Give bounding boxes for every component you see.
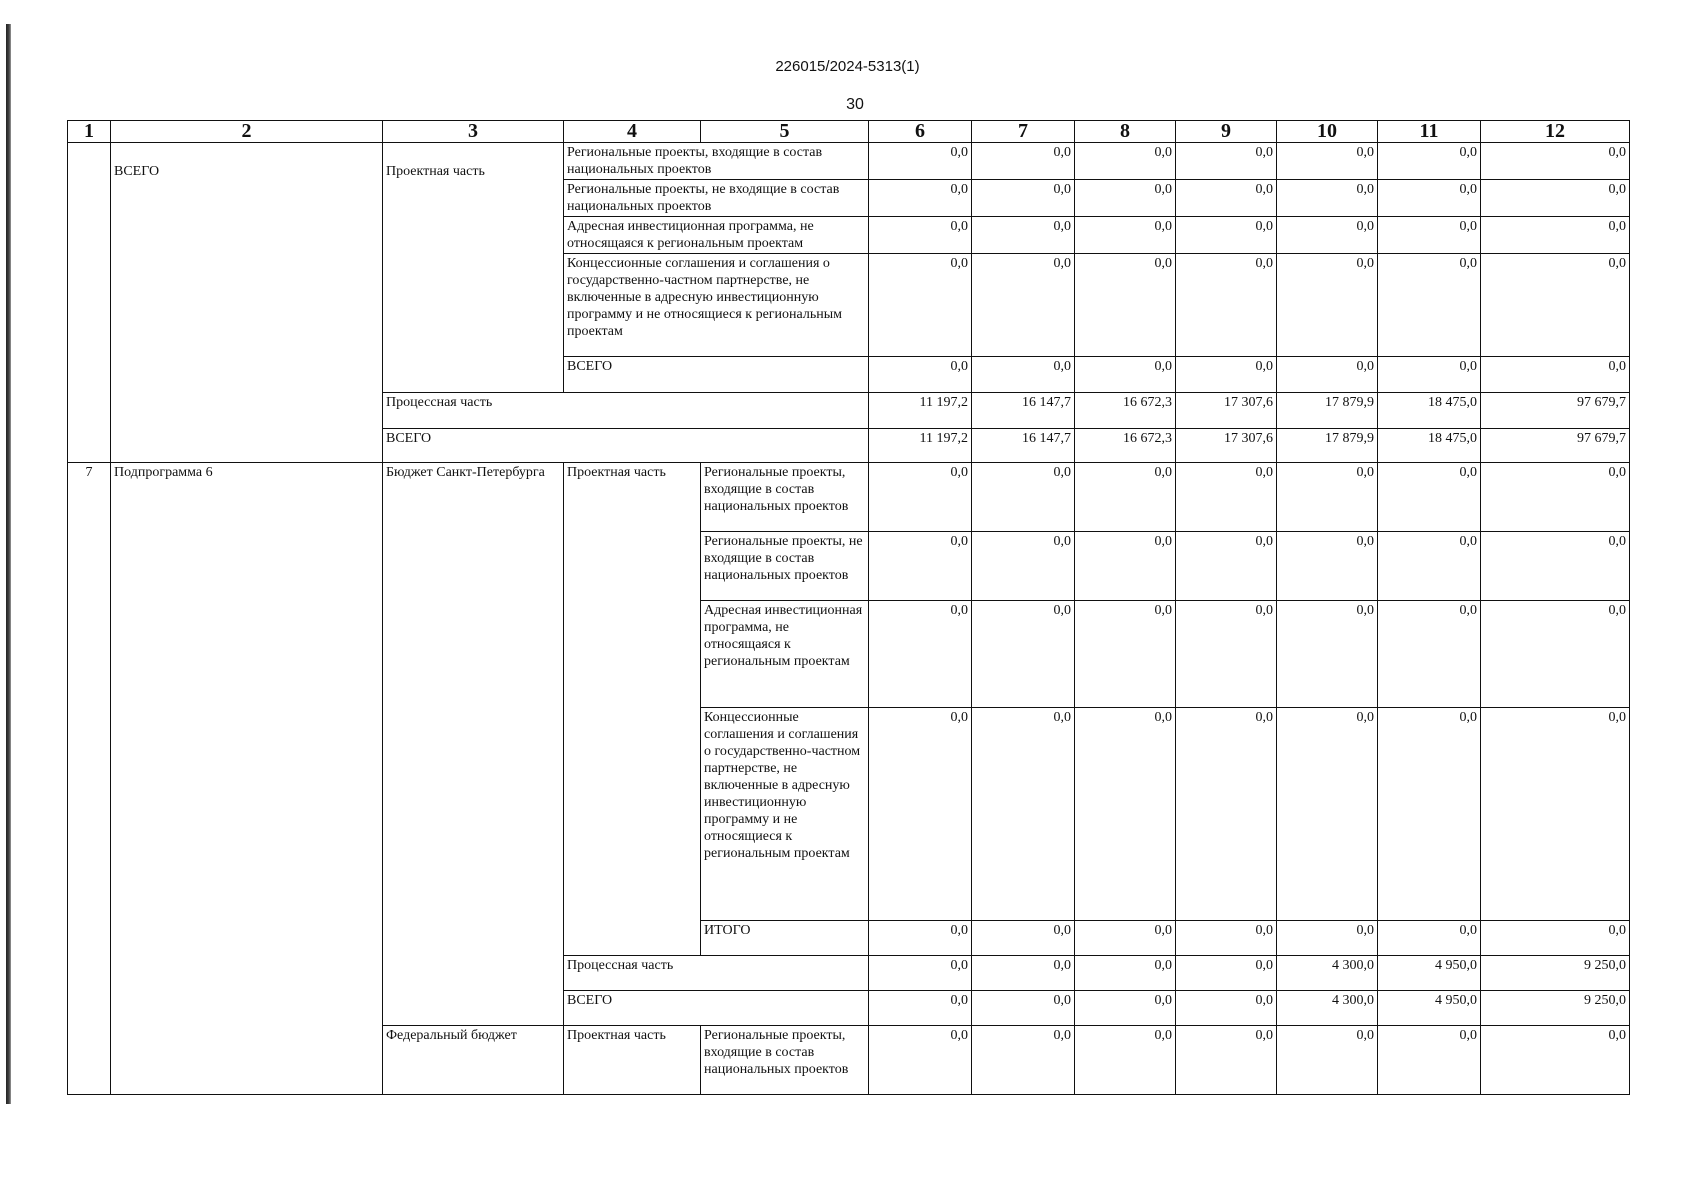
value-cell: 0,0 xyxy=(869,254,972,357)
value-cell: 0,0 xyxy=(1176,180,1277,217)
row-label: Адресная инвестиционная программа, не относящаяся к региональным проектам xyxy=(701,601,869,708)
value-cell: 4 300,0 xyxy=(1277,956,1378,991)
row-label: Региональные проекты, входящие в состав национальных проектов xyxy=(701,1026,869,1095)
table-row xyxy=(68,463,1630,532)
value-cell: 0,0 xyxy=(1481,532,1630,601)
value-cell: 4 300,0 xyxy=(1277,991,1378,1026)
page-number: 30 xyxy=(846,96,864,113)
value-cell: 0,0 xyxy=(1176,956,1277,991)
value-cell: 4 950,0 xyxy=(1378,956,1481,991)
value-cell: 0,0 xyxy=(869,532,972,601)
value-cell: 0,0 xyxy=(1277,708,1378,921)
value-cell: 0,0 xyxy=(1378,357,1481,393)
value-cell: 17 307,6 xyxy=(1176,429,1277,463)
value-cell: 0,0 xyxy=(869,1026,972,1095)
value-cell: 0,0 xyxy=(869,180,972,217)
value-cell: 0,0 xyxy=(1378,601,1481,708)
header-row xyxy=(68,121,1630,143)
row-label: Процессная часть xyxy=(383,393,869,429)
value-cell: 0,0 xyxy=(1075,1026,1176,1095)
value-cell: 0,0 xyxy=(972,532,1075,601)
value-cell: 0,0 xyxy=(972,991,1075,1026)
value-cell: 0,0 xyxy=(1481,180,1630,217)
value-cell: 0,0 xyxy=(869,357,972,393)
value-cell: 0,0 xyxy=(972,1026,1075,1095)
value-cell: 0,0 xyxy=(1378,254,1481,357)
value-cell: 0,0 xyxy=(1075,254,1176,357)
value-cell: 4 950,0 xyxy=(1378,991,1481,1026)
value-cell: 0,0 xyxy=(1378,463,1481,532)
value-cell: 0,0 xyxy=(1481,143,1630,180)
value-cell: 0,0 xyxy=(1176,357,1277,393)
value-cell: 16 672,3 xyxy=(1075,429,1176,463)
value-cell: 16 147,7 xyxy=(972,393,1075,429)
value-cell: 0,0 xyxy=(1481,254,1630,357)
row-label: ИТОГО xyxy=(701,921,869,956)
value-cell: 9 250,0 xyxy=(1481,991,1630,1026)
row-label: Региональные проекты, входящие в состав национальных проектов xyxy=(564,143,869,180)
value-cell: 0,0 xyxy=(1075,708,1176,921)
value-cell: 0,0 xyxy=(972,956,1075,991)
value-cell: 0,0 xyxy=(1481,708,1630,921)
value-cell: 0,0 xyxy=(1277,532,1378,601)
value-cell: 0,0 xyxy=(1481,463,1630,532)
budget-cell: Федеральный бюджет xyxy=(383,1026,564,1095)
value-cell: 0,0 xyxy=(1378,143,1481,180)
value-cell: 11 197,2 xyxy=(869,429,972,463)
project-part-cell: Проектная часть xyxy=(383,143,564,393)
value-cell: 0,0 xyxy=(1481,217,1630,254)
value-cell: 0,0 xyxy=(1481,357,1630,393)
value-cell: 16 672,3 xyxy=(1075,393,1176,429)
value-cell: 0,0 xyxy=(1378,1026,1481,1095)
value-cell: 0,0 xyxy=(972,217,1075,254)
value-cell: 0,0 xyxy=(869,463,972,532)
block-name-cell: Подпрограмма 6 xyxy=(111,463,383,1095)
column-header: 6 xyxy=(869,121,972,143)
value-cell: 97 679,7 xyxy=(1481,429,1630,463)
value-cell: 0,0 xyxy=(1277,1026,1378,1095)
value-cell: 0,0 xyxy=(1481,1026,1630,1095)
value-cell: 0,0 xyxy=(1075,532,1176,601)
project-part-cell: Проектная часть xyxy=(564,463,701,956)
value-cell: 0,0 xyxy=(1176,532,1277,601)
column-header: 11 xyxy=(1378,121,1481,143)
column-header: 12 xyxy=(1481,121,1630,143)
value-cell: 0,0 xyxy=(1378,708,1481,921)
value-cell: 0,0 xyxy=(869,143,972,180)
value-cell: 0,0 xyxy=(869,991,972,1026)
value-cell: 0,0 xyxy=(1277,463,1378,532)
value-cell: 0,0 xyxy=(972,180,1075,217)
value-cell: 97 679,7 xyxy=(1481,393,1630,429)
value-cell: 0,0 xyxy=(1378,921,1481,956)
value-cell: 0,0 xyxy=(1378,180,1481,217)
value-cell: 0,0 xyxy=(869,921,972,956)
value-cell: 0,0 xyxy=(1075,921,1176,956)
value-cell: 0,0 xyxy=(1481,921,1630,956)
value-cell: 0,0 xyxy=(869,708,972,921)
value-cell: 0,0 xyxy=(869,956,972,991)
value-cell: 0,0 xyxy=(1481,601,1630,708)
column-header: 5 xyxy=(701,121,869,143)
value-cell: 0,0 xyxy=(1176,463,1277,532)
row-label: Концессионные соглашения и соглашения о государственно-частном партнерстве, не включенные в адресную инвестиционную программу и не относящиеся к региональным проектам xyxy=(701,708,869,921)
row-number-cell xyxy=(68,143,111,463)
row-label: Региональные проекты, не входящие в состав национальных проектов xyxy=(701,532,869,601)
value-cell: 0,0 xyxy=(1075,463,1176,532)
value-cell: 0,0 xyxy=(972,601,1075,708)
column-header: 3 xyxy=(383,121,564,143)
value-cell: 11 197,2 xyxy=(869,393,972,429)
column-header: 1 xyxy=(68,121,111,143)
value-cell: 0,0 xyxy=(1176,143,1277,180)
value-cell: 0,0 xyxy=(1378,532,1481,601)
column-header: 9 xyxy=(1176,121,1277,143)
project-part-cell: Проектная часть xyxy=(564,1026,701,1095)
value-cell: 0,0 xyxy=(1176,708,1277,921)
value-cell: 0,0 xyxy=(1176,1026,1277,1095)
value-cell: 0,0 xyxy=(972,921,1075,956)
value-cell: 0,0 xyxy=(1277,601,1378,708)
value-cell: 9 250,0 xyxy=(1481,956,1630,991)
value-cell: 0,0 xyxy=(972,254,1075,357)
column-header: 8 xyxy=(1075,121,1176,143)
value-cell: 0,0 xyxy=(972,708,1075,921)
value-cell: 0,0 xyxy=(1075,991,1176,1026)
value-cell: 0,0 xyxy=(972,143,1075,180)
value-cell: 0,0 xyxy=(1176,254,1277,357)
value-cell: 0,0 xyxy=(972,463,1075,532)
table-row xyxy=(68,143,1630,180)
budget-cell: Бюджет Санкт-Петербурга xyxy=(383,463,564,1026)
value-cell: 0,0 xyxy=(869,601,972,708)
value-cell: 0,0 xyxy=(869,217,972,254)
scan-edge xyxy=(6,24,11,1104)
row-label: Региональные проекты, входящие в состав национальных проектов xyxy=(701,463,869,532)
row-label: ВСЕГО xyxy=(564,357,869,393)
value-cell: 0,0 xyxy=(1277,180,1378,217)
value-cell: 17 879,9 xyxy=(1277,429,1378,463)
value-cell: 0,0 xyxy=(1075,357,1176,393)
value-cell: 0,0 xyxy=(1075,601,1176,708)
row-label: Процессная часть xyxy=(564,956,869,991)
column-header: 7 xyxy=(972,121,1075,143)
value-cell: 0,0 xyxy=(972,357,1075,393)
column-header: 4 xyxy=(564,121,701,143)
value-cell: 0,0 xyxy=(1176,991,1277,1026)
row-label: ВСЕГО xyxy=(564,991,869,1026)
row-label: Концессионные соглашения и соглашения о государственно-частном партнерстве, не включенные в адресную инвестиционную программу и не относящиеся к региональным проектам xyxy=(564,254,869,357)
value-cell: 0,0 xyxy=(1075,956,1176,991)
row-number-cell: 7 xyxy=(68,463,111,1095)
value-cell: 0,0 xyxy=(1277,357,1378,393)
row-label: ВСЕГО xyxy=(383,429,869,463)
value-cell: 0,0 xyxy=(1277,143,1378,180)
column-header: 2 xyxy=(111,121,383,143)
value-cell: 0,0 xyxy=(1176,921,1277,956)
value-cell: 0,0 xyxy=(1176,601,1277,708)
budget-table xyxy=(67,120,1630,1095)
value-cell: 18 475,0 xyxy=(1378,393,1481,429)
value-cell: 0,0 xyxy=(1176,217,1277,254)
value-cell: 17 879,9 xyxy=(1277,393,1378,429)
value-cell: 0,0 xyxy=(1277,921,1378,956)
value-cell: 0,0 xyxy=(1075,143,1176,180)
value-cell: 0,0 xyxy=(1277,217,1378,254)
value-cell: 0,0 xyxy=(1075,217,1176,254)
value-cell: 0,0 xyxy=(1277,254,1378,357)
value-cell: 0,0 xyxy=(1378,217,1481,254)
row-label: Региональные проекты, не входящие в состав национальных проектов xyxy=(564,180,869,217)
column-header: 10 xyxy=(1277,121,1378,143)
value-cell: 17 307,6 xyxy=(1176,393,1277,429)
value-cell: 0,0 xyxy=(1075,180,1176,217)
value-cell: 16 147,7 xyxy=(972,429,1075,463)
document-id: 226015/2024-5313(1) xyxy=(775,58,920,75)
block-name-cell: ВСЕГО xyxy=(111,143,383,463)
row-label: Адресная инвестиционная программа, не относящаяся к региональным проектам xyxy=(564,217,869,254)
value-cell: 18 475,0 xyxy=(1378,429,1481,463)
